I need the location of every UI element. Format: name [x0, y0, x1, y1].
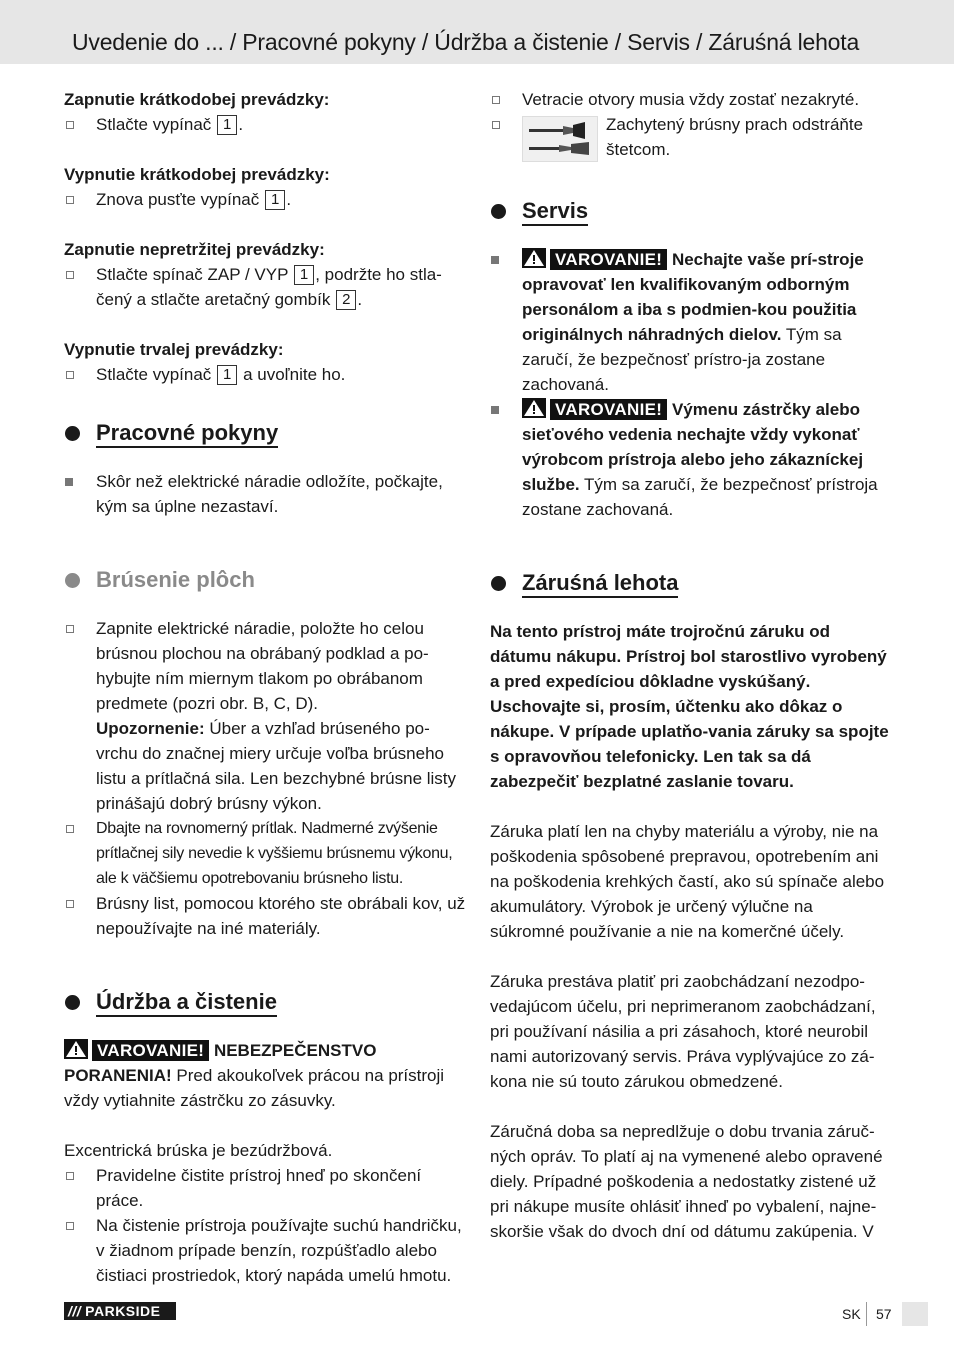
bullet-dot-icon	[65, 573, 80, 588]
section-subtitle: Zapnutie nepretržitej prevádzky:	[64, 240, 325, 259]
section-heading-brusenie: Brúsenie plôch	[64, 564, 466, 596]
list-item: VAROVANIE! Výmenu zástrčky alebo sieťového vedenia nechajte vždy vykonať výrobcom prístroja alebo jeho zákazníckej službe. Tým sa zaručí, že bezpečnosť prístroja zostane zachovaná.	[490, 397, 892, 522]
list-item: Zachytený brúsny prach odstráňte štetcom.	[490, 112, 892, 162]
footer-tab	[902, 1302, 928, 1326]
paragraph: Záručná doba sa nepredlžuje o dobu trvania záruč-ných opráv. To platí aj na vymenené alebo opravené diely. Prípadné poškodenia a nedostatky zistené už pri nákupe musíte ohlásiť ihneď po vybalení, najne-skoršie však do dvoch dní od dátumu zakúpenia. V	[490, 1122, 883, 1241]
reference-number: 1	[294, 265, 314, 285]
checkbox-bullet-icon	[66, 196, 74, 204]
checkbox-bullet-icon	[66, 1172, 74, 1180]
right-column	[490, 87, 892, 1244]
list-item: Dbajte na rovnomerný prítlak. Nadmerné zvýšenie prítlačnej sily nevedie k vyššiemu brúsnemu výkonu, ale k väčšiemu opotrebovaniu brúsneho listu.	[64, 816, 466, 891]
bullet-dot-icon	[65, 995, 80, 1010]
checkbox-bullet-icon	[66, 825, 74, 833]
reference-number: 1	[217, 365, 237, 385]
brush-icon	[522, 116, 598, 162]
reference-number: 2	[336, 290, 356, 310]
footer-divider	[866, 1302, 867, 1326]
page-title: Uvedenie do ... / Pracovné pokyny / Údržba a čistenie / Servis / Záruśná lehota	[72, 29, 860, 55]
paragraph: Záruka platí len na chyby materiálu a výroby, nie na poškodenia spôsobené prepravou, opotrebením ani na poškodenia krehkých častí, ako sú spínače alebo akumulátory. Výrobok je určený výlučne na súkromné používanie a nie na komerčné účely.	[490, 822, 885, 941]
list-item: Stlačte vypínač 1 .	[64, 112, 466, 137]
warning-triangle-icon	[522, 398, 546, 418]
reference-number: 1	[217, 115, 237, 135]
reference-number: 1	[265, 190, 285, 210]
square-bullet-icon	[491, 256, 499, 264]
list-item: Vetracie otvory musia vždy zostať nezakryté.	[490, 87, 892, 112]
list-item: Zapnite elektrické náradie, položte ho celou brúsnou plochou na obrábaný podklad a po-hybujte ním miernym tlakom po obrábanom predmete (pozri obr. B, C, D). Upozornenie: Úber a vzhľad brúseného po-vrchu do značnej miery určuje voľba brúsneho listu a prítlačná sila. Len bezchybné brúsne listy prinášajú dobrý brúsny výkon.	[64, 616, 466, 816]
warning-paragraph: VAROVANIE! NEBEZPEČENSTVO PORANENIA! Pred akoukoľvek prácou na prístroji vždy vytiahnite zástrčku zo zásuvky.	[64, 1041, 445, 1110]
paragraph-bold: Na tento prístroj máte trojročnú záruku od dátumu nákupu. Prístroj bol starostlivo vyrobený a pred expedíciou dôkladne vyskúšaný. Uschovajte si, prosím, účtenku ako dôkaz o nákupe. V prípade uplatňo-vania záruky sa spojte s opravovňou telefonicky. Len tak sa dá zabezpečiť bezplatné zaslanie tovaru.	[490, 622, 889, 791]
section-heading-pracovne: Pracovné pokyny	[64, 417, 466, 449]
section-heading-zaruka: Záruśná lehota	[490, 567, 892, 599]
paragraph: Záruka prestáva platiť pri zaobchádzaní nezodpo-vedajúcom účelu, pri neprimeranom zaobchádzaní, pri používaní násilia a pri zásahoch, ktoré neurobil nami autorizovaný servis. Práva vyplývajúce zo zá-kona nie sú touto zárukou obmedzené.	[490, 972, 876, 1091]
list-item: Skôr než elektrické náradie odložíte, počkajte, kým sa úplne nezastaví.	[64, 469, 466, 519]
warning-triangle-icon	[64, 1039, 88, 1059]
page-number: 57	[876, 1306, 892, 1322]
checkbox-bullet-icon	[492, 121, 500, 129]
warning-triangle-icon	[522, 248, 546, 268]
list-item: VAROVANIE! Nechajte vaše prí-stroje opravovať len kvalifikovaným odborným personálom a iba s podmien-kou použitia originálnych náhradných dielov. Tým sa zaručí, že bezpečnosť prístro-ja zostane zachovaná.	[490, 247, 892, 397]
checkbox-bullet-icon	[66, 371, 74, 379]
checkbox-bullet-icon	[66, 625, 74, 633]
paragraph: Excentrická brúska je bezúdržbová.	[64, 1141, 333, 1160]
square-bullet-icon	[491, 406, 499, 414]
left-column	[64, 87, 466, 1288]
list-item: Znova pusťte vypínač 1 .	[64, 187, 466, 212]
section-heading-udrzba: Údržba a čistenie	[64, 986, 466, 1018]
checkbox-bullet-icon	[66, 271, 74, 279]
warning-label: VAROVANIE!	[550, 399, 667, 420]
note-label: Upozornenie:	[96, 719, 205, 738]
list-item: Brúsny list, pomocou ktorého ste obrábali kov, už nepoužívajte na iné materiály.	[64, 891, 466, 941]
bullet-dot-icon	[491, 576, 506, 591]
list-item: Stlačte spínač ZAP / VYP 1 , podržte ho stla-čený a stlačte aretačný gombík 2 .	[64, 262, 466, 312]
bullet-dot-icon	[65, 426, 80, 441]
warning-label: VAROVANIE!	[550, 249, 667, 270]
list-item: Na čistenie prístroja používajte suchú handričku, v žiadnom prípade benzín, rozpúšťadlo alebo čistiaci prostriedok, ktorý napáda umelú hmotu.	[64, 1213, 466, 1288]
bullet-dot-icon	[491, 204, 506, 219]
language-code: SK	[842, 1306, 861, 1322]
section-subtitle: Zapnutie krátkodobej prevádzky:	[64, 90, 330, 109]
parkside-logo: /// PARKSIDE	[64, 1302, 176, 1320]
section-subtitle: Vypnutie krátkodobej prevádzky:	[64, 165, 330, 184]
square-bullet-icon	[65, 478, 73, 486]
checkbox-bullet-icon	[66, 900, 74, 908]
warning-label: VAROVANIE!	[92, 1040, 209, 1061]
checkbox-bullet-icon	[66, 1222, 74, 1230]
list-item: Stlačte vypínač 1 a uvoľnite ho.	[64, 362, 466, 387]
checkbox-bullet-icon	[66, 121, 74, 129]
page-header	[0, 0, 954, 64]
section-subtitle: Vypnutie trvalej prevádzky:	[64, 340, 284, 359]
section-heading-servis: Servis	[490, 195, 892, 227]
list-item: Pravidelne čistite prístroj hneď po skončení práce.	[64, 1163, 466, 1213]
checkbox-bullet-icon	[492, 96, 500, 104]
